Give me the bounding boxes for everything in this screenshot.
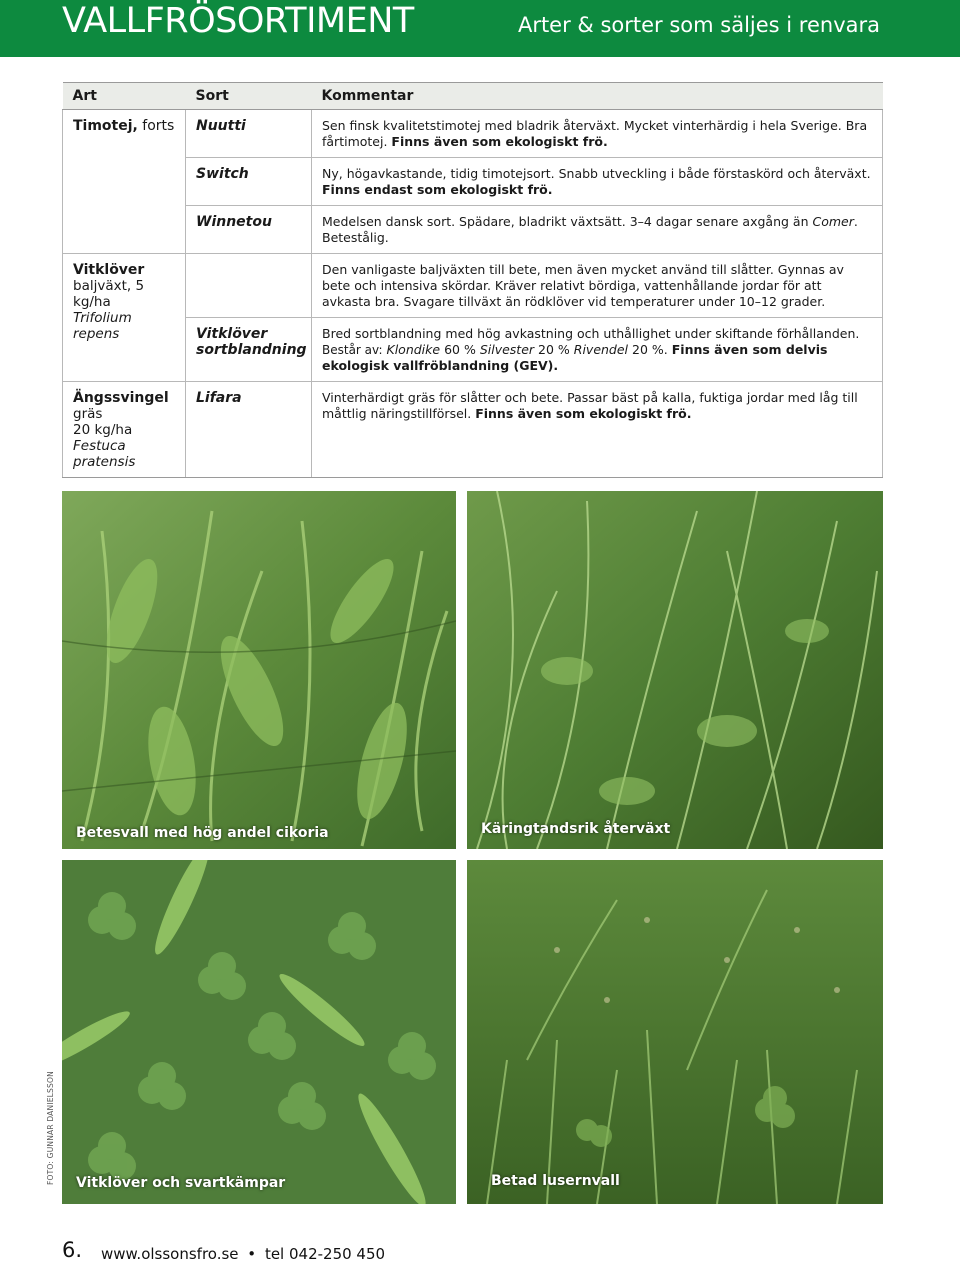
art-detail: baljväxt, 5 kg/ha: [73, 278, 145, 310]
table-row: [63, 318, 883, 382]
mix-percent: 20 %.: [632, 342, 668, 357]
website-link[interactable]: www.olssonsfro.se: [101, 1245, 239, 1263]
mix-percent: 60 %: [444, 342, 476, 357]
page-title: VALLFRÖSORTIMENT: [62, 1, 414, 41]
sort-cell: [186, 158, 312, 206]
art-cell-timotej: [63, 110, 186, 254]
mix-label: Består av:: [322, 343, 383, 357]
art-cell-angssvingel: [63, 382, 186, 478]
photo-caption: Betesvall med hög andel cikoria: [76, 825, 329, 841]
page-header: [0, 0, 960, 57]
art-suffix: forts: [137, 118, 175, 134]
photo-lusernvall: [467, 860, 883, 1204]
comment-bold-text: Finns även som ekologiskt frö.: [391, 134, 608, 149]
sort-name: Nuutti: [196, 118, 246, 134]
column-header-kommentar: Kommentar: [312, 83, 883, 110]
comment-cell: [312, 110, 883, 158]
photo-credit: FOTO: GUNNAR DANIELSSON: [46, 1071, 55, 1185]
table-row: [63, 110, 883, 158]
table-header-row: [63, 83, 883, 110]
mix-name: Klondike: [386, 342, 441, 357]
art-name: Vitklöver: [73, 262, 145, 278]
mix-name: Silvester: [479, 342, 535, 357]
comment-cell: [312, 382, 883, 478]
sort-cell: [186, 318, 312, 382]
sort-name-line2: sortblandning: [196, 342, 307, 358]
clover-photo-image: [62, 860, 456, 1204]
art-name: Timotej,: [73, 118, 138, 134]
sort-cell: [186, 206, 312, 254]
photo-caption: Betad lusernvall: [491, 1173, 620, 1189]
table-row: [63, 206, 883, 254]
photo-caption: Käringtandsrik återväxt: [481, 821, 671, 837]
page-subtitle: Arter & sorter som säljes i renvara: [517, 13, 880, 37]
comment-bold-text: Finns även som ekologiskt frö.: [475, 406, 692, 421]
column-header-sort: Sort: [186, 83, 312, 110]
sort-cell: [186, 110, 312, 158]
art-cell-vitklover: [63, 254, 186, 382]
table-row: [63, 254, 883, 318]
comment-text: Sen finsk kvalitetstimotej med bladrik återväxt. Mycket vinterhärdig i hela Sverige. Bra fårtimotej.: [322, 118, 868, 149]
comment-bold-text: Finns även som delvis ekologisk vallfröblandning (GEV).: [322, 342, 828, 373]
column-header-art: Art: [63, 83, 186, 110]
sort-name: Switch: [196, 166, 249, 182]
art-detail-2: 20 kg/ha: [73, 422, 133, 438]
comment-cell: [312, 254, 883, 318]
grass-photo-image: [467, 491, 883, 849]
comment-cell: [312, 158, 883, 206]
comment-cell: [312, 206, 883, 254]
comment-text: Ny, högavkastande, tidig timotejsort. Snabb utveckling i både förstaskörd och återväxt.: [322, 166, 871, 181]
art-detail: gräs: [73, 406, 103, 422]
comment-text: Den vanligaste baljväxten till bete, men även mycket använd till slåtter. Gynnas av bete och intensiva skördar. Kräver relativt bördiga, vattenhållande jordar för att avkasta bra. Svagare tillväxt än rödklöver vid temperaturer under 10–12 grader.: [322, 262, 844, 309]
photo-karingtand: [467, 491, 883, 849]
comment-text: Medelsen dansk sort. Spädare, bladrikt växtsätt. 3–4 dagar senare axgång än: [322, 214, 813, 229]
photo-caption: Vitklöver och svartkämpar: [76, 1175, 286, 1191]
page-number: 6.: [62, 1238, 83, 1262]
art-latin-name: Trifolium repens: [73, 310, 132, 342]
table-row: [63, 382, 883, 478]
grass-photo-image: [62, 491, 456, 849]
comment-text: Vinterhärdigt gräs för slåtter och bete. Passar bäst på kalla, fuktiga jordar med låg till måttlig näringstillförsel.: [322, 390, 858, 421]
mix-name: Rivendel: [573, 342, 629, 357]
photo-betesvall: [62, 491, 456, 849]
art-latin-name: Festuca pratensis: [73, 438, 136, 470]
phone-number: tel 042-250 450: [264, 1245, 386, 1263]
sort-name: Winnetou: [196, 214, 272, 230]
comment-italic-text: Comer: [812, 214, 854, 229]
photo-vitklover: [62, 860, 456, 1204]
sort-cell: [186, 254, 312, 318]
sort-name: Vitklöver: [196, 326, 268, 342]
table-row: [63, 158, 883, 206]
grass-photo-image: [467, 860, 883, 1204]
comment-cell: [312, 318, 883, 382]
art-name: Ängssvingel: [73, 390, 169, 406]
comment-text-post: . Betestålig.: [322, 214, 858, 245]
footer-separator: •: [247, 1245, 257, 1263]
comment-bold-text: Finns endast som ekologiskt frö.: [322, 182, 553, 197]
footer-contact: [101, 1245, 385, 1263]
mix-percent: 20 %: [538, 342, 570, 357]
sort-name: Lifara: [196, 390, 242, 406]
seed-table: [62, 82, 883, 478]
sort-cell: [186, 382, 312, 478]
comment-text: Bred sortblandning med hög avkastning och uthållighet under skiftande förhållanden.: [322, 326, 860, 341]
